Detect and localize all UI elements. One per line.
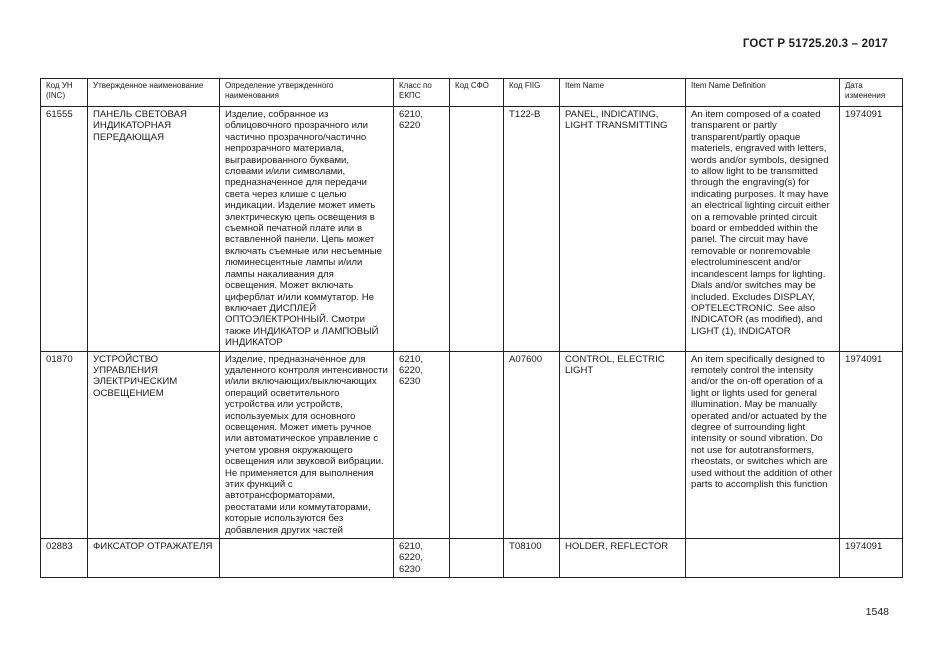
table-row [41, 107, 903, 352]
col-header-item-name-definition: Item Name Definition [686, 79, 840, 107]
cell-name-ru: ПАНЕЛЬ СВЕТОВАЯ ИНДИКАТОРНАЯ ПЕРЕДАЮЩАЯ [88, 107, 220, 352]
cell-code-un: 02883 [41, 539, 88, 578]
cell-name-ru: ФИКСАТОР ОТРАЖАТЕЛЯ [88, 539, 220, 578]
cell-item-name-definition: An item specifically designed to remotely control the intensity and/or the on-off operation of a light or lights used for general illumination. May be manually operated and/or actuated by the degree of surrounding light intensity or sound vibration. Do not use for autotransformers, rheostats, or switches which are used without the addition of other parts to accomplish this function [686, 351, 840, 539]
cell-code-un: 61555 [41, 107, 88, 352]
cell-item-name-definition: An item composed of a coated transparent or partly transparent/partly opaque materiels, engraved with letters, words and/or symbols, designed to allow light to be transmitted through the engraving(s) for indicating purposes. It may have an electrical lighting circuit either on a removable printed circuit board or embedded within the panel. The circuit may have removable or nonremovable electroluminescent and/or incandescent lamps for lighting. Dials and/or switches may be included. Excludes DISPLAY, OPTELECTRONIC. See also INDICATOR (as modified), and LIGHT (1), INDICATOR [686, 107, 840, 352]
table-row [41, 351, 903, 539]
cell-definition-ru: Изделие, собранное из облицовочного прозрачного или частично прозрачного/частично непрозрачного материала, выгравированного буквами, словами и/или символами, предназначенное для передачи света через клише с целью индикации. Изделие может иметь электрическую цепь освещения в съемной печатной плате или в вставленной панели. Цепь может включать съемные или несъемные люминесцентные лампы и/или лампы накаливания для освещения. Может включать циферблат и/или коммутатор. Не включает ДИСПЛЕЙ ОПТОЭЛЕКТРОННЫЙ. Смотри также ИНДИКАТОР и ЛАМПОВЫЙ ИНДИКАТОР [220, 107, 394, 352]
cell-code-sfo [450, 351, 504, 539]
cell-item-name: PANEL, INDICATING, LIGHT TRANSMITTING [560, 107, 686, 352]
cell-code-fiig: A07600 [504, 351, 560, 539]
col-header-class-ekps: Класс по ЕКПС [394, 79, 450, 107]
cell-item-name: HOLDER, REFLECTOR [560, 539, 686, 578]
cell-item-name: CONTROL, ELECTRIC LIGHT [560, 351, 686, 539]
col-header-item-name: Item Name [560, 79, 686, 107]
table-row [41, 539, 903, 578]
cell-item-name-definition [686, 539, 840, 578]
cell-change-date: 1974091 [840, 351, 903, 539]
cell-code-fiig: T08100 [504, 539, 560, 578]
cell-code-fiig: T122-B [504, 107, 560, 352]
col-header-code-sfo: Код СФО [450, 79, 504, 107]
cell-name-ru: УСТРОЙСТВО УПРАВЛЕНИЯ ЭЛЕКТРИЧЕСКИМ ОСВЕЩЕНИЕМ [88, 351, 220, 539]
cell-class-ekps: 6210, 6220, 6230 [394, 539, 450, 578]
cell-code-un: 01870 [41, 351, 88, 539]
cell-class-ekps: 6210, 6220, 6230 [394, 351, 450, 539]
col-header-code-un: Код УН (INC) [41, 79, 88, 107]
cell-code-sfo [450, 107, 504, 352]
cell-change-date: 1974091 [840, 539, 903, 578]
cell-definition-ru: Изделие, предназначенное для удаленного контроля интенсивности и/или включающих/выключающих операций осветительного устройства или устройств, используемых для основного освещения. Может иметь ручное или автоматическое управление с учетом уровня окружающего освещения или звуковой вибрации. Не применяется для выполнения этих функций с автотрансформаторами, реостатами или коммутаторами, которые используются без добавления других частей [220, 351, 394, 539]
col-header-code-fiig: Код FIIG [504, 79, 560, 107]
cell-class-ekps: 6210, 6220 [394, 107, 450, 352]
cell-code-sfo [450, 539, 504, 578]
col-header-change-date: Дата изменения [840, 79, 903, 107]
page-number: 1548 [865, 606, 889, 618]
cell-change-date: 1974091 [840, 107, 903, 352]
standard-designation: ГОСТ Р 51725.20.3 – 2017 [742, 38, 888, 50]
table-header-row [41, 79, 903, 107]
item-names-table [40, 78, 903, 578]
col-header-definition-ru: Определение утвержденного наименования [220, 79, 394, 107]
cell-definition-ru [220, 539, 394, 578]
col-header-name-ru: Утвержденное наименование [88, 79, 220, 107]
